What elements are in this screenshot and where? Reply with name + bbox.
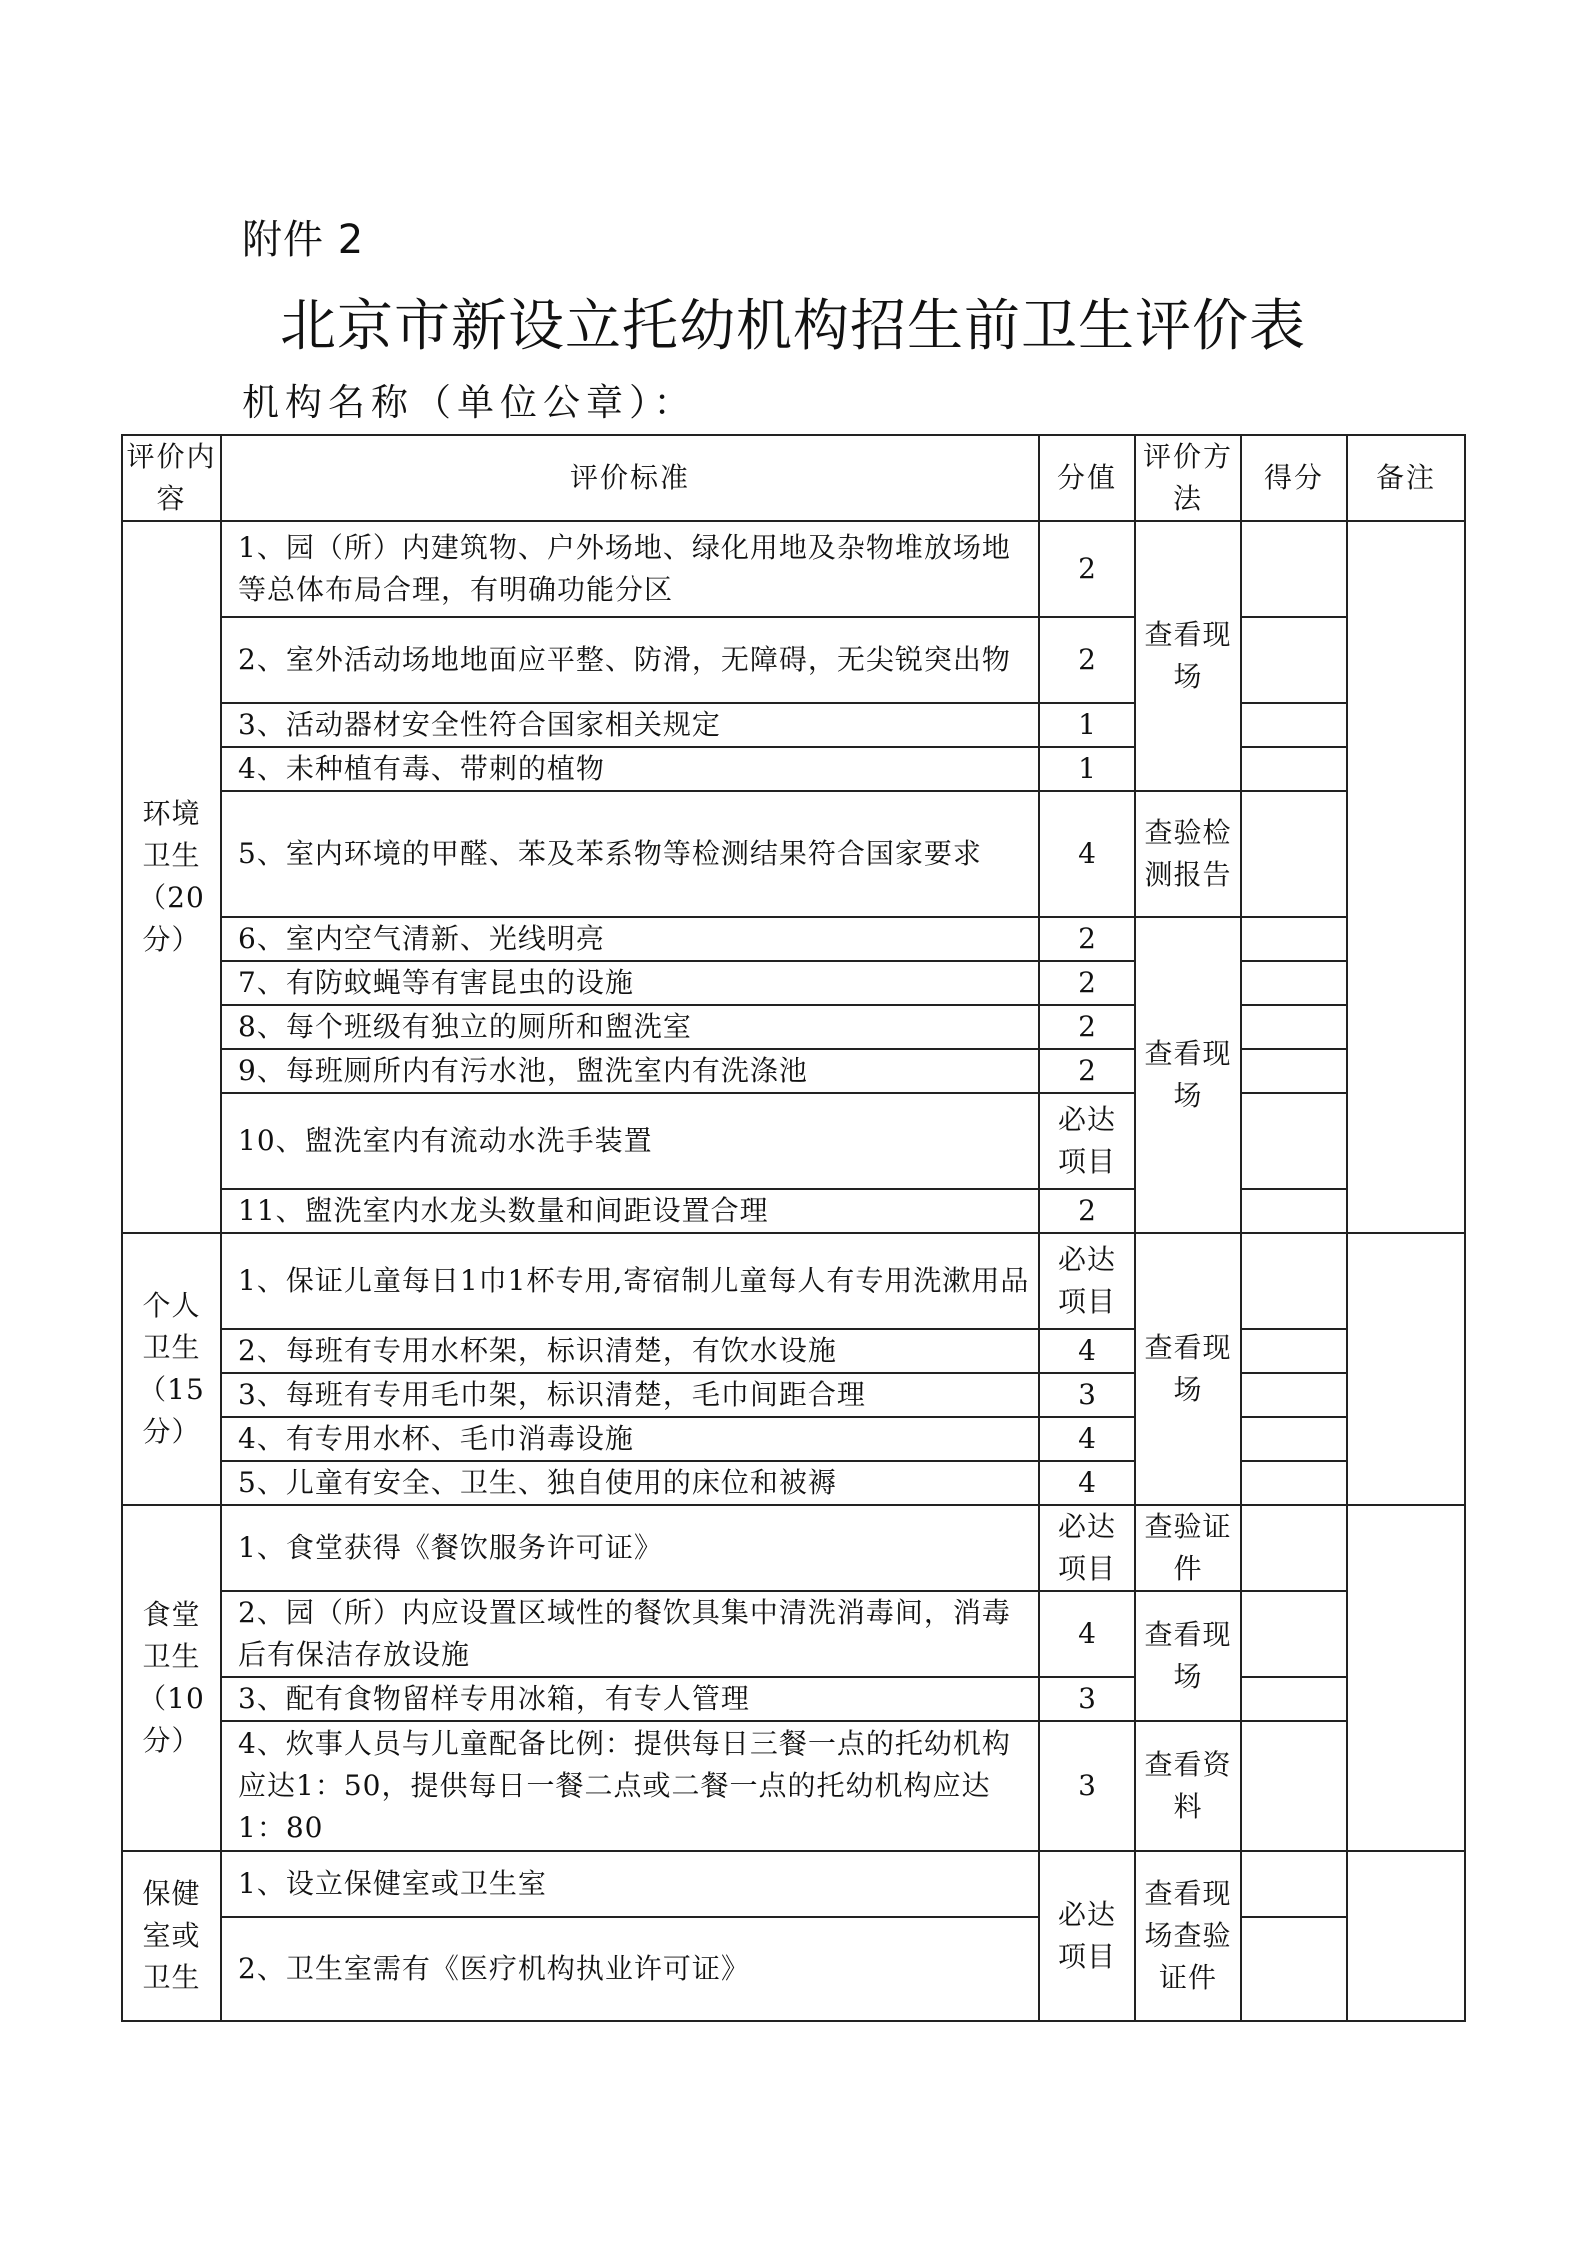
score-value: 3	[1039, 1677, 1135, 1721]
document-title: 北京市新设立托幼机构招生前卫生评价表	[280, 294, 1306, 359]
criterion: 2、园（所）内应设置区域性的餐饮具集中清洗消毒间，消毒后有保洁存放设施	[221, 1591, 1039, 1677]
header-standard: 评价标准	[221, 435, 1039, 521]
remarks-cell[interactable]	[1347, 1505, 1465, 1851]
points-cell[interactable]	[1241, 791, 1347, 917]
points-cell[interactable]	[1241, 961, 1347, 1005]
points-cell[interactable]	[1241, 1461, 1347, 1505]
criterion: 2、室外活动场地地面应平整、防滑，无障碍，无尖锐突出物	[221, 617, 1039, 703]
score-value: 必达项目	[1039, 1233, 1135, 1329]
table-row	[122, 703, 1465, 747]
section-label: 食堂卫生（10分）	[122, 1505, 221, 1851]
criterion: 1、食堂获得《餐饮服务许可证》	[221, 1505, 1039, 1591]
points-cell[interactable]	[1241, 1851, 1347, 1917]
criterion: 2、卫生室需有《医疗机构执业许可证》	[221, 1917, 1039, 2021]
points-cell[interactable]	[1241, 1329, 1347, 1373]
criterion: 7、有防蚊蝇等有害昆虫的设施	[221, 961, 1039, 1005]
criterion: 1、设立保健室或卫生室	[221, 1851, 1039, 1917]
points-cell[interactable]	[1241, 1373, 1347, 1417]
criterion: 10、盥洗室内有流动水洗手装置	[221, 1093, 1039, 1189]
points-cell[interactable]	[1241, 617, 1347, 703]
table-row	[122, 1917, 1465, 2021]
table-row	[122, 791, 1465, 917]
header-method: 评价方法	[1135, 435, 1241, 521]
points-cell[interactable]	[1241, 1677, 1347, 1721]
table-row	[122, 1373, 1465, 1417]
header-score: 分值	[1039, 435, 1135, 521]
points-cell[interactable]	[1241, 521, 1347, 617]
points-cell[interactable]	[1241, 1721, 1347, 1851]
table-row	[122, 1329, 1465, 1373]
criterion: 4、有专用水杯、毛巾消毒设施	[221, 1417, 1039, 1461]
points-cell[interactable]	[1241, 1005, 1347, 1049]
method-cell: 查看现场查验证件	[1135, 1851, 1241, 2021]
points-cell[interactable]	[1241, 1917, 1347, 2021]
table-row	[122, 1461, 1465, 1505]
points-cell[interactable]	[1241, 1189, 1347, 1233]
method-cell: 查验证件	[1135, 1505, 1241, 1591]
method-cell: 查看现场	[1135, 1233, 1241, 1505]
evaluation-table	[121, 434, 1466, 2022]
method-cell: 查看现场	[1135, 917, 1241, 1233]
table-row	[122, 1049, 1465, 1093]
table-row	[122, 1189, 1465, 1233]
table-row	[122, 1721, 1465, 1851]
score-value: 必达项目	[1039, 1505, 1135, 1591]
criterion: 1、保证儿童每日1巾1杯专用,寄宿制儿童每人有专用洗漱用品	[221, 1233, 1039, 1329]
score-value: 4	[1039, 791, 1135, 917]
attachment-label: 附件 2	[242, 217, 365, 263]
criterion: 1、园（所）内建筑物、户外场地、绿化用地及杂物堆放场地等总体布局合理，有明确功能分区	[221, 521, 1039, 617]
score-value: 2	[1039, 1189, 1135, 1233]
criterion: 8、每个班级有独立的厕所和盥洗室	[221, 1005, 1039, 1049]
score-value: 3	[1039, 1721, 1135, 1851]
table-row	[122, 1005, 1465, 1049]
section-label: 保健室或卫生	[122, 1851, 221, 2021]
score-value: 4	[1039, 1591, 1135, 1677]
score-value: 2	[1039, 1049, 1135, 1093]
score-value: 4	[1039, 1417, 1135, 1461]
criterion: 4、炊事人员与儿童配备比例：提供每日三餐一点的托幼机构应达1：50，提供每日一餐二点或二餐一点的托幼机构应达1：80	[221, 1721, 1039, 1851]
table-row	[122, 1233, 1465, 1329]
table-row	[122, 521, 1465, 617]
criterion: 3、每班有专用毛巾架，标识清楚，毛巾间距合理	[221, 1373, 1039, 1417]
score-value: 2	[1039, 617, 1135, 703]
section-label: 环境卫生（20分）	[122, 521, 221, 1233]
table-row	[122, 1591, 1465, 1677]
score-value: 2	[1039, 917, 1135, 961]
criterion: 5、儿童有安全、卫生、独自使用的床位和被褥	[221, 1461, 1039, 1505]
method-cell: 查验检测报告	[1135, 791, 1241, 917]
method-cell: 查看现场	[1135, 1591, 1241, 1721]
table-row	[122, 747, 1465, 791]
points-cell[interactable]	[1241, 747, 1347, 791]
header-content: 评价内容	[122, 435, 221, 521]
score-value: 4	[1039, 1329, 1135, 1373]
points-cell[interactable]	[1241, 1505, 1347, 1591]
header-remarks: 备注	[1347, 435, 1465, 521]
score-value: 必达项目	[1039, 1851, 1135, 2021]
table-row	[122, 1505, 1465, 1591]
score-value: 2	[1039, 1005, 1135, 1049]
criterion: 11、盥洗室内水龙头数量和间距设置合理	[221, 1189, 1039, 1233]
criterion: 3、配有食物留样专用冰箱，有专人管理	[221, 1677, 1039, 1721]
criterion: 6、室内空气清新、光线明亮	[221, 917, 1039, 961]
score-value: 2	[1039, 521, 1135, 617]
organization-name-line: 机构名称（单位公章）：	[242, 381, 697, 424]
table-row	[122, 1851, 1465, 1917]
table-header-row	[122, 435, 1465, 521]
method-cell: 查看现场	[1135, 521, 1241, 791]
score-value: 3	[1039, 1373, 1135, 1417]
points-cell[interactable]	[1241, 1591, 1347, 1677]
points-cell[interactable]	[1241, 1093, 1347, 1189]
points-cell[interactable]	[1241, 1233, 1347, 1329]
score-value: 1	[1039, 747, 1135, 791]
points-cell[interactable]	[1241, 1049, 1347, 1093]
criterion: 9、每班厕所内有污水池，盥洗室内有洗涤池	[221, 1049, 1039, 1093]
remarks-cell[interactable]	[1347, 1233, 1465, 1505]
table-row	[122, 617, 1465, 703]
table-row	[122, 1677, 1465, 1721]
criterion: 5、室内环境的甲醛、苯及苯系物等检测结果符合国家要求	[221, 791, 1039, 917]
remarks-cell[interactable]	[1347, 521, 1465, 1233]
points-cell[interactable]	[1241, 917, 1347, 961]
score-value: 必达项目	[1039, 1093, 1135, 1189]
criterion: 3、活动器材安全性符合国家相关规定	[221, 703, 1039, 747]
table-row	[122, 1417, 1465, 1461]
table-row	[122, 1093, 1465, 1189]
header-points: 得分	[1241, 435, 1347, 521]
criterion: 2、每班有专用水杯架，标识清楚，有饮水设施	[221, 1329, 1039, 1373]
remarks-cell[interactable]	[1347, 1851, 1465, 2021]
points-cell[interactable]	[1241, 703, 1347, 747]
points-cell[interactable]	[1241, 1417, 1347, 1461]
score-value: 4	[1039, 1461, 1135, 1505]
section-label: 个人卫生（15分）	[122, 1233, 221, 1505]
method-cell: 查看资料	[1135, 1721, 1241, 1851]
score-value: 2	[1039, 961, 1135, 1005]
table-row	[122, 961, 1465, 1005]
evaluation-table-wrapper	[121, 434, 1464, 2022]
table-row	[122, 917, 1465, 961]
score-value: 1	[1039, 703, 1135, 747]
criterion: 4、未种植有毒、带刺的植物	[221, 747, 1039, 791]
